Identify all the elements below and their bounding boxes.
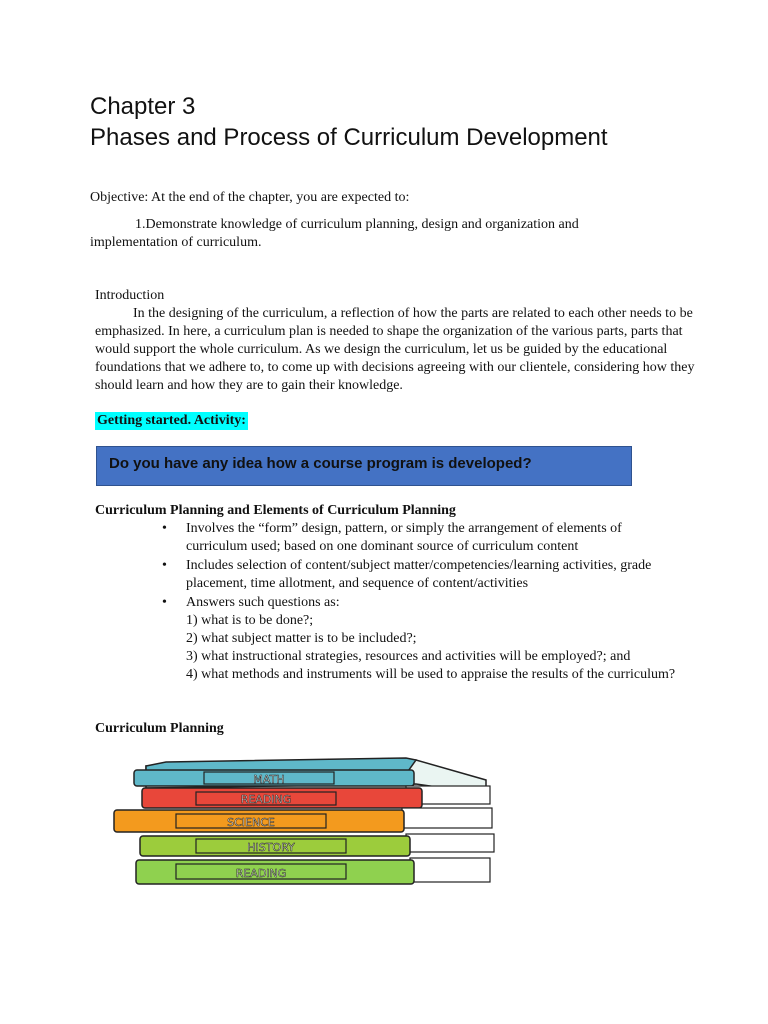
chapter-title: Phases and Process of Curriculum Development	[90, 124, 608, 151]
objective-item-text: 1.Demonstrate knowledge of curriculum planning, design and organization and implementation of curriculum.	[90, 217, 579, 250]
objective-item	[90, 216, 650, 252]
book-label-reading-bottom: READING	[235, 867, 287, 880]
book-label-math: MATH	[253, 773, 285, 786]
planning-section-heading: Curriculum Planning and Elements of Curriculum Planning	[95, 503, 456, 518]
list-item: • Answers such questions as: 1) what is to be done?; 2) what subject matter is to be included?; 3) what instructional strategies, resources and activities will be employed?; and 4) what methods and instruments will be used to appraise the results of the curriculum?	[160, 594, 680, 684]
planning-bullet-list	[160, 520, 680, 685]
question-2: 2) what subject matter is to be included?;	[186, 631, 417, 646]
book-science	[114, 808, 492, 832]
objective-lead: Objective: At the end of the chapter, you are expected to:	[90, 190, 410, 205]
introduction-heading: Introduction	[95, 288, 165, 303]
bullet-icon: •	[162, 521, 167, 536]
question-3: 3) what instructional strategies, resources and activities will be employed?; and	[186, 649, 631, 664]
book-label-history: HISTORY	[247, 841, 295, 854]
book-history	[140, 834, 494, 856]
bullet-icon: •	[162, 558, 167, 573]
book-stack-illustration	[106, 752, 496, 892]
curriculum-planning-heading: Curriculum Planning	[95, 721, 224, 736]
book-reading-top	[142, 786, 490, 808]
book-reading-bottom	[136, 858, 490, 884]
introduction-body	[95, 305, 705, 395]
question-4: 4) what methods and instruments will be used to appraise the results of the curriculum?	[186, 667, 676, 682]
bullet-icon: •	[162, 595, 167, 610]
book-label-reading-top: READING	[240, 793, 292, 806]
question-1: 1) what is to be done?;	[186, 613, 314, 628]
book-label-science: SCIENCE	[227, 816, 275, 829]
introduction-text: In the designing of the curriculum, a reflection of how the parts are related to each other needs to be emphasized. In here, a curriculum plan is needed to shape the organization of the various parts, parts that would support the whole curriculum. As we design the curriculum, let us be guided by the educational foundations that we adhere to, to come up with decisions agreeing with our clientele, considering how they should learn and how they are to gain their knowledge.	[95, 306, 695, 393]
activity-question-box	[96, 446, 632, 486]
chapter-number: Chapter 3	[90, 93, 196, 120]
list-item: • Involves the “form” design, pattern, or simply the arrangement of elements of curriculum used; based on one dominant source of curriculum content	[162, 521, 622, 554]
activity-question: Do you have any idea how a course program is developed?	[109, 455, 532, 472]
list-item: • Includes selection of content/subject matter/competencies/learning activities, grade placement, time allotment, and sequence of content/activities	[162, 558, 652, 591]
activity-label: Getting started. Activity:	[97, 413, 246, 428]
